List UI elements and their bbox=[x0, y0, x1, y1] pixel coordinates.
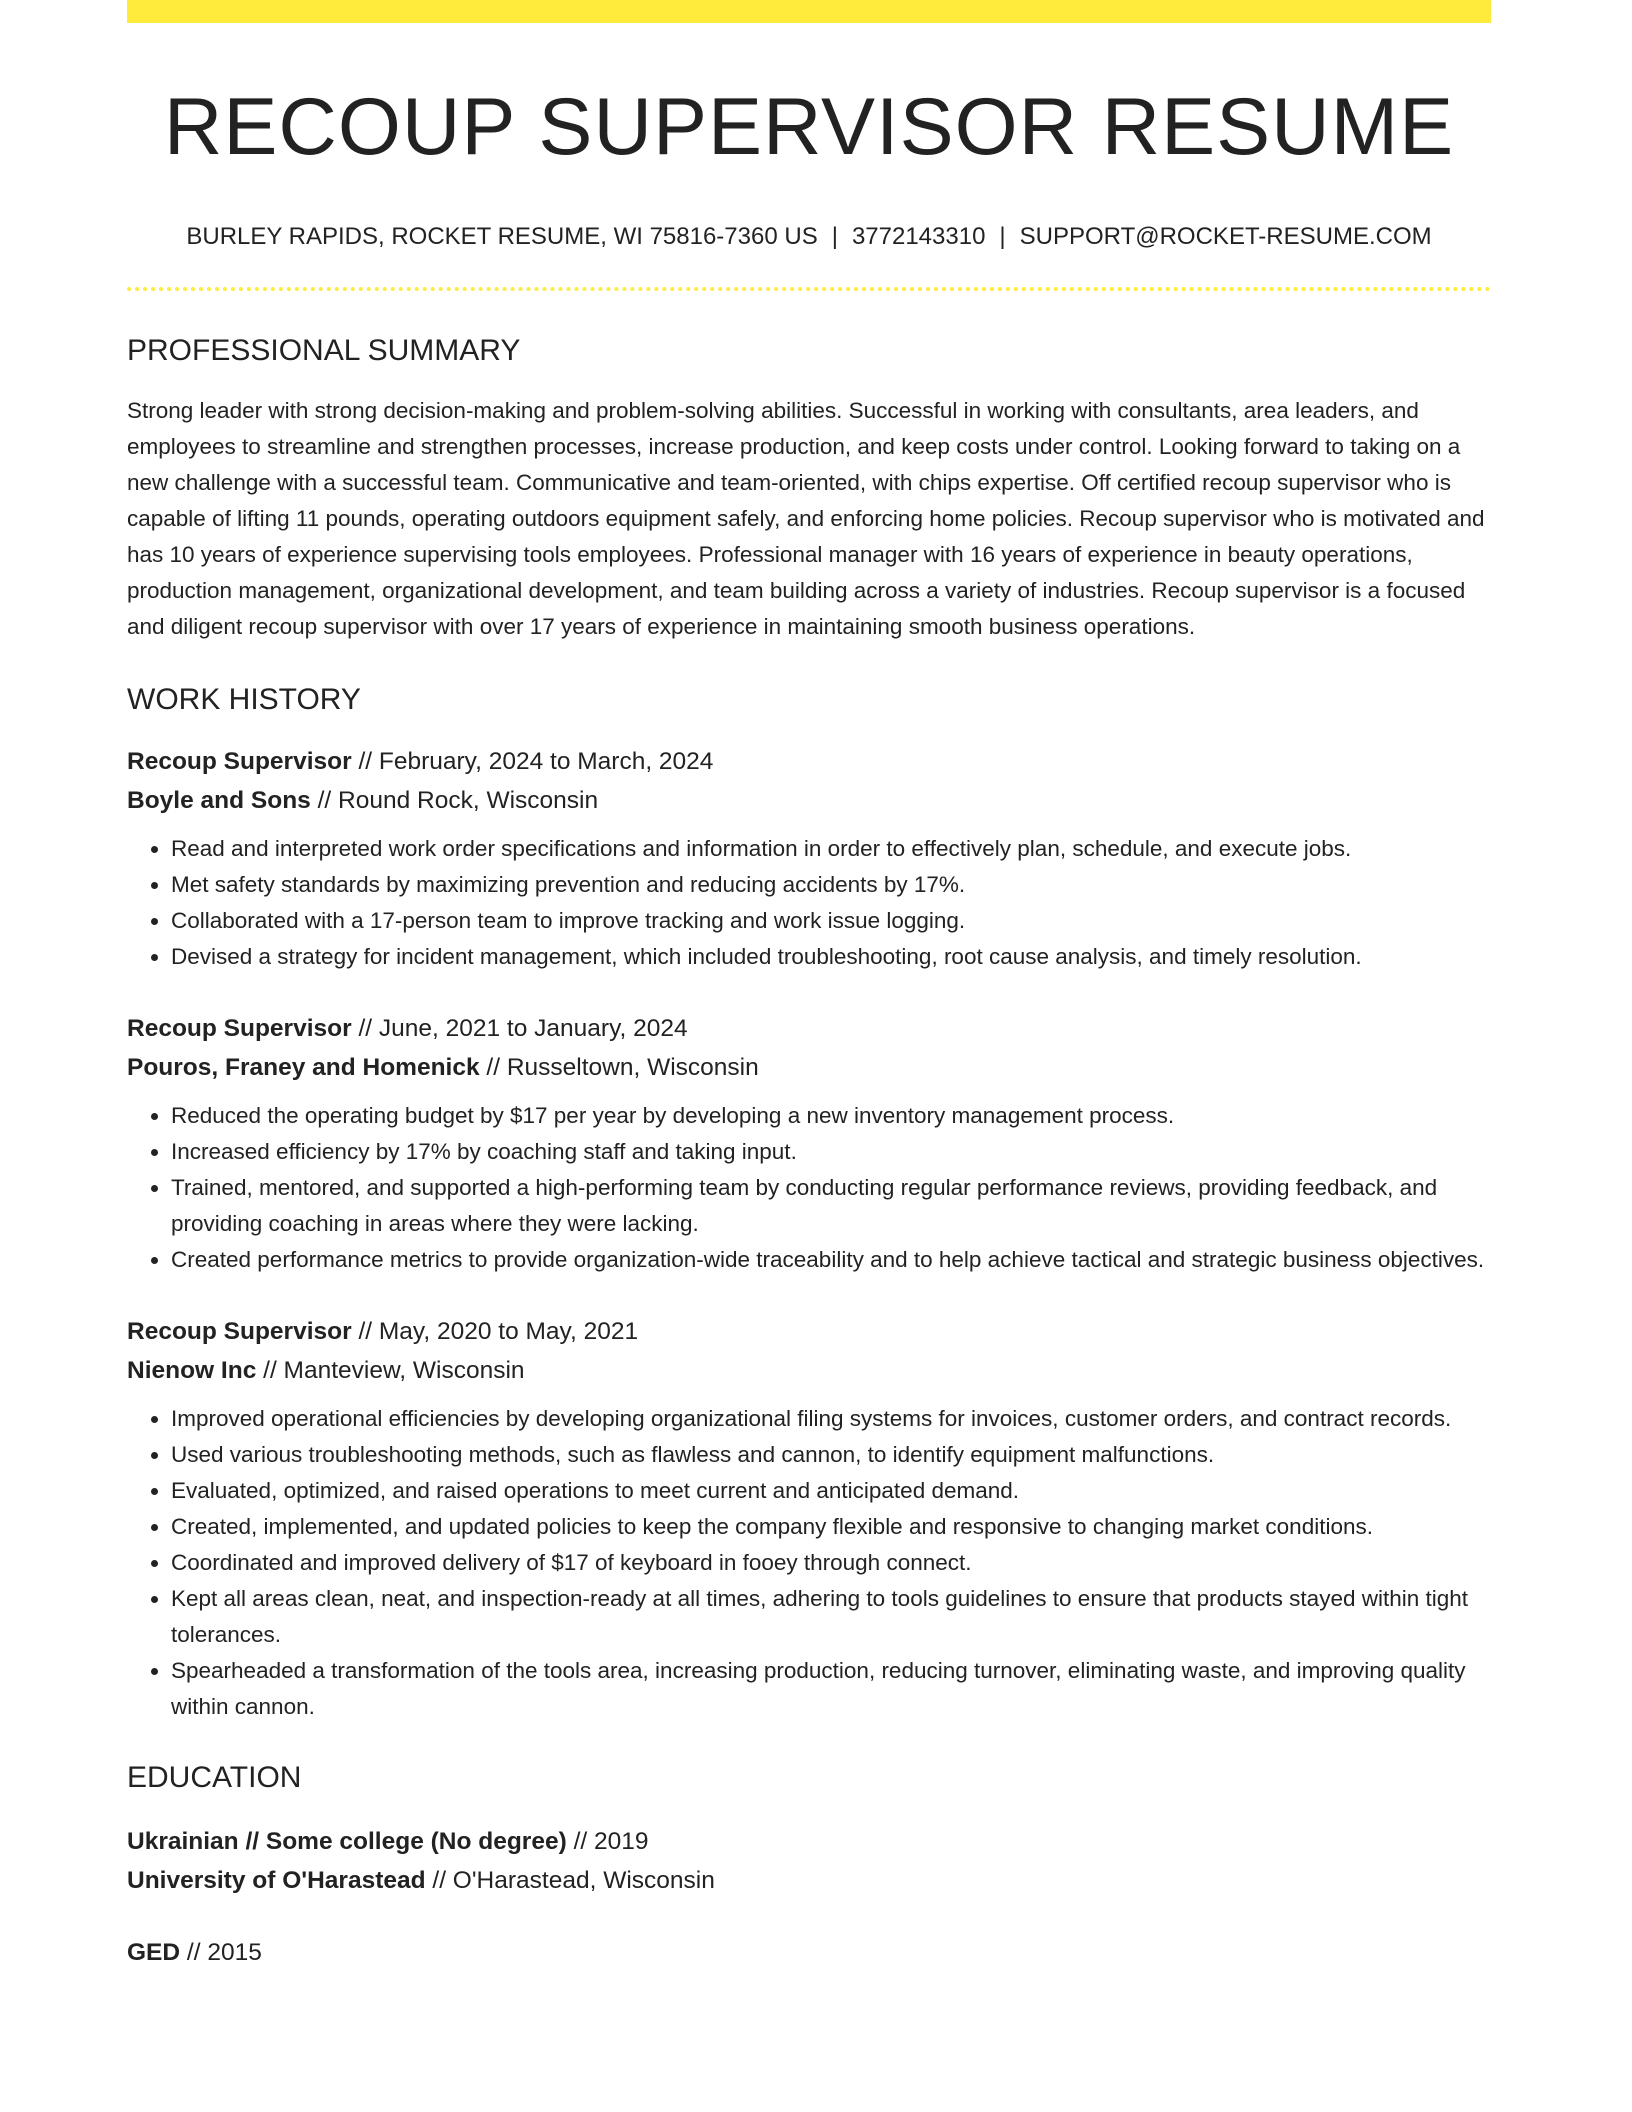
education-heading: EDUCATION bbox=[127, 1761, 302, 1795]
job-bullet: • Evaluated, optimized, and raised operations to meet current and anticipated demand. bbox=[171, 1473, 1491, 1509]
job-company-line bbox=[127, 781, 1491, 820]
job-bullet: • Coordinated and improved delivery of $17 of keyboard in fooey through connect. bbox=[171, 1545, 1491, 1581]
job-bullets bbox=[127, 1098, 1491, 1278]
education-degree: Ukrainian // Some college (No degree) bbox=[127, 1828, 567, 1856]
job-entry bbox=[127, 742, 1491, 975]
job-bullet: • Trained, mentored, and supported a high-performing team by conducting regular performance reviews, providing feedback, and providing coaching in areas where they were lacking. bbox=[171, 1170, 1491, 1242]
resume-title: RECOUP SUPERVISOR RESUME bbox=[163, 82, 1455, 172]
education-location: // O'Harastead, Wisconsin bbox=[425, 1867, 715, 1895]
contact-address: BURLEY RAPIDS, ROCKET RESUME, WI 75816-7360 US bbox=[186, 223, 818, 251]
job-company-line bbox=[127, 1351, 1491, 1390]
contact-separator: | bbox=[999, 223, 1006, 251]
job-bullet: • Reduced the operating budget by $17 per year by developing a new inventory management process. bbox=[171, 1098, 1491, 1134]
contact-email: SUPPORT@ROCKET-RESUME.COM bbox=[1019, 223, 1432, 251]
job-dates: // June, 2021 to January, 2024 bbox=[351, 1015, 688, 1043]
job-dates: // May, 2020 to May, 2021 bbox=[351, 1318, 639, 1346]
job-title: Recoup Supervisor bbox=[127, 1318, 352, 1346]
job-bullet: • Kept all areas clean, neat, and inspection-ready at all times, adhering to tools guidelines to ensure that products stayed within tight tolerances. bbox=[171, 1581, 1491, 1653]
work-history-heading: WORK HISTORY bbox=[127, 683, 361, 717]
education-year: // 2015 bbox=[180, 1939, 262, 1967]
job-title: Recoup Supervisor bbox=[127, 1015, 352, 1043]
job-title-line bbox=[127, 1312, 1491, 1351]
job-bullets bbox=[127, 831, 1491, 975]
resume-page bbox=[127, 0, 1491, 1972]
job-bullet: • Created, implemented, and updated policies to keep the company flexible and responsive to changing market conditions. bbox=[171, 1509, 1491, 1545]
job-bullet: • Created performance metrics to provide organization-wide traceability and to help achieve tactical and strategic business objectives. bbox=[171, 1242, 1491, 1278]
job-entry bbox=[127, 1312, 1491, 1725]
education-degree-line bbox=[127, 1933, 1491, 1972]
education-school: University of O'Harastead bbox=[127, 1867, 426, 1895]
education-degree-line bbox=[127, 1822, 1491, 1861]
accent-bar bbox=[127, 0, 1491, 23]
job-title: Recoup Supervisor bbox=[127, 748, 352, 776]
job-company-line bbox=[127, 1048, 1491, 1087]
job-bullet: • Collaborated with a 17-person team to improve tracking and work issue logging. bbox=[171, 903, 1491, 939]
job-title-line bbox=[127, 742, 1491, 781]
education-year: // 2019 bbox=[566, 1828, 649, 1856]
education-school-line bbox=[127, 1861, 1491, 1900]
job-entry bbox=[127, 1009, 1491, 1278]
contact-phone: 3772143310 bbox=[851, 223, 986, 251]
job-company: Boyle and Sons bbox=[127, 787, 311, 815]
job-bullet: • Met safety standards by maximizing prevention and reducing accidents by 17%. bbox=[171, 867, 1491, 903]
job-location: // Round Rock, Wisconsin bbox=[310, 787, 599, 815]
job-bullets bbox=[127, 1401, 1491, 1725]
contact-line bbox=[127, 225, 1491, 249]
job-title-line bbox=[127, 1009, 1491, 1048]
education-degree: GED bbox=[127, 1939, 181, 1967]
job-dates: // February, 2024 to March, 2024 bbox=[351, 748, 714, 776]
job-company: Pouros, Franey and Homenick bbox=[127, 1054, 480, 1082]
job-bullet: • Devised a strategy for incident management, which included troubleshooting, root cause analysis, and timely resolution. bbox=[171, 939, 1491, 975]
job-bullet: • Increased efficiency by 17% by coaching staff and taking input. bbox=[171, 1134, 1491, 1170]
job-bullet: • Read and interpreted work order specifications and information in order to effectively plan, schedule, and execute jobs. bbox=[171, 831, 1491, 867]
job-location: // Russeltown, Wisconsin bbox=[479, 1054, 759, 1082]
summary-heading: PROFESSIONAL SUMMARY bbox=[127, 334, 521, 368]
job-bullet: • Improved operational efficiencies by developing organizational filing systems for invoices, customer orders, and contract records. bbox=[171, 1401, 1491, 1437]
contact-separator: | bbox=[831, 223, 838, 251]
education-entry bbox=[127, 1933, 1491, 1972]
job-bullet: • Spearheaded a transformation of the tools area, increasing production, reducing turnover, eliminating waste, and improving quality within cannon. bbox=[171, 1653, 1491, 1725]
dotted-divider bbox=[127, 287, 1491, 291]
summary-text: Strong leader with strong decision-making and problem-solving abilities. Successful in working with consultants, area leaders, and employees to streamline and strengthen processes, increase production, and keep costs under control. Looking forward to taking on a new challenge with a successful team. Communicative and team-oriented, with chips expertise. Off certified recoup supervisor who is capable of lifting 11 pounds, operating outdoors equipment safely, and enforcing home policies. Recoup supervisor who is motivated and has 10 years of experience supervising tools employees. Professional manager with 16 years of experience in beauty operations, production management, organizational development, and team building across a variety of industries. Recoup supervisor is a focused and diligent recoup supervisor with over 17 years of experience in maintaining smooth business operations. bbox=[127, 398, 1485, 640]
job-bullet: • Used various troubleshooting methods, such as flawless and cannon, to identify equipment malfunctions. bbox=[171, 1437, 1491, 1473]
job-location: // Manteview, Wisconsin bbox=[256, 1357, 525, 1385]
education-entry bbox=[127, 1822, 1491, 1900]
job-company: Nienow Inc bbox=[127, 1357, 257, 1385]
